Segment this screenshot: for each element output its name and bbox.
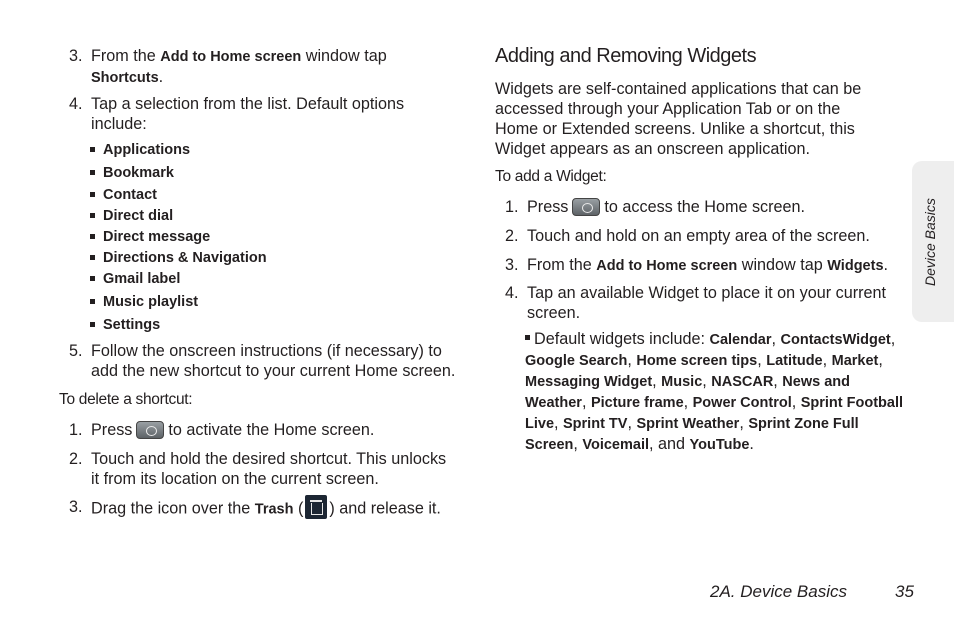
step-text: From the [91,47,161,65]
home-key-icon [572,198,600,216]
widget-step-4 [505,283,905,323]
delete-step-2 [69,449,479,489]
trash-label: Trash [254,501,294,518]
widgets-intro [495,79,895,159]
step-5-follow [69,341,479,381]
widget-step-3 [505,255,905,276]
trash-icon [305,495,327,519]
widget-name: Picture frame [590,395,684,411]
bullet-marker [525,335,530,340]
option-item: Directions & Navigation [90,249,267,267]
step-text: Tap an available Widget to place it on your current [527,284,887,302]
step-text: window tap [301,47,387,65]
step-number: 2. [69,450,83,468]
add-widget-heading: To add a Widget: [495,168,607,185]
step-text: Drag the icon over the [91,499,255,518]
widget-name: Messaging Widget [525,374,653,390]
widget-name: Voicemail [582,437,649,453]
step-text: to activate the Home screen. [168,421,375,439]
option-item: Gmail label [90,270,180,288]
step-text: From the [527,256,597,274]
step-text: to access the Home screen. [604,198,806,216]
option-item: Music playlist [90,293,198,311]
widget-name: Calendar [709,332,772,348]
step-number: 3. [505,256,519,274]
widget-name: YouTube [689,437,750,453]
widget-name: News and Weather [525,374,850,411]
chapter-side-tab [912,161,954,322]
option-item: Applications [90,141,190,159]
step-text: Touch and hold on an empty area of the screen. [527,227,870,245]
punct: ( [293,499,304,518]
widget-name: Sprint Football Live [525,395,904,432]
menu-name: Add to Home screen [596,258,738,274]
step-number: 4. [505,284,519,302]
option-item: Settings [90,316,160,334]
option-name: Widgets [827,258,884,274]
step-number: 3. [69,47,83,65]
widget-name: Music [661,374,703,390]
default-widgets-list: Default widgets include: Calendar, ContactsWidget, Google Search, Home screen tips, Latitude, Market, Messaging Widget, Music, NASCAR, News and Weather, Picture frame, Power Control, Sprint Football Live, Sprint TV, Sprint Weather, Sprint Zone Full Screen, Voicemail, and YouTube. [525,330,904,453]
intro-line: accessed through your Application Tab or on the [495,100,841,118]
widget-name: Sprint Weather [636,416,740,432]
widget-name: Market [831,353,879,369]
widget-step-1 [505,197,905,217]
option-item: Bookmark [90,164,174,182]
home-key-icon [136,421,164,439]
step-number: 1. [505,198,519,216]
step-number: 1. [69,421,83,439]
widget-name: Latitude [766,353,823,369]
punct: . [883,256,889,274]
step-text: Press [527,198,569,216]
step-text: it from its location on the current screen. [91,470,379,488]
option-item: Direct dial [90,207,173,225]
option-name: Shortcuts [91,70,159,86]
step-text: Tap a selection from the list. Default options [91,95,405,113]
footer-section: 2A. Device Basics [710,582,847,601]
punct: . [158,68,164,86]
step-4-select [69,94,469,134]
step-text: screen. [527,304,581,322]
step-text: Follow the onscreen instructions (if necessary) to [91,342,442,360]
step-3-add-shortcut [69,46,469,88]
chapter-tab-label: Device Basics [922,198,938,286]
intro-line: Home or Extended screens. Unlike a shortcut, this [495,120,855,138]
page-number: 35 [895,582,914,601]
step-text: window tap [737,256,828,274]
step-text: Touch and hold the desired shortcut. This unlocks [91,450,447,468]
conjunction: and [658,435,686,453]
option-item: Contact [90,186,157,204]
step-text: include: [91,115,147,133]
widget-name: Google Search [525,353,628,369]
widget-name: Power Control [692,395,792,411]
widget-name: NASCAR [711,374,774,390]
step-text: ) and release it. [329,499,441,518]
widget-name: Sprint Zone Full Screen [525,416,859,453]
widget-name: Sprint TV [563,416,628,432]
step-text: Press [91,421,133,439]
step-number: 4. [69,95,83,113]
step-number: 2. [505,227,519,245]
section-heading: Adding and Removing Widgets [495,45,757,67]
step-number: 5. [69,342,83,360]
intro-line: Widgets are self-contained applications that can be [495,80,862,98]
option-item: Direct message [90,228,210,246]
menu-name: Add to Home screen [160,49,302,65]
delete-step-1 [69,420,469,440]
step-number: 3. [69,498,83,516]
widget-name: Home screen tips [636,353,758,369]
list-intro: Default widgets include: [534,330,710,348]
delete-shortcut-heading: To delete a shortcut: [59,391,193,408]
intro-line: Widget appears as an onscreen application. [495,140,810,158]
step-text: add the new shortcut to your current Home screen. [91,362,456,380]
widget-name: ContactsWidget [780,332,891,348]
delete-step-3 [69,497,479,521]
widget-step-2 [505,226,905,246]
